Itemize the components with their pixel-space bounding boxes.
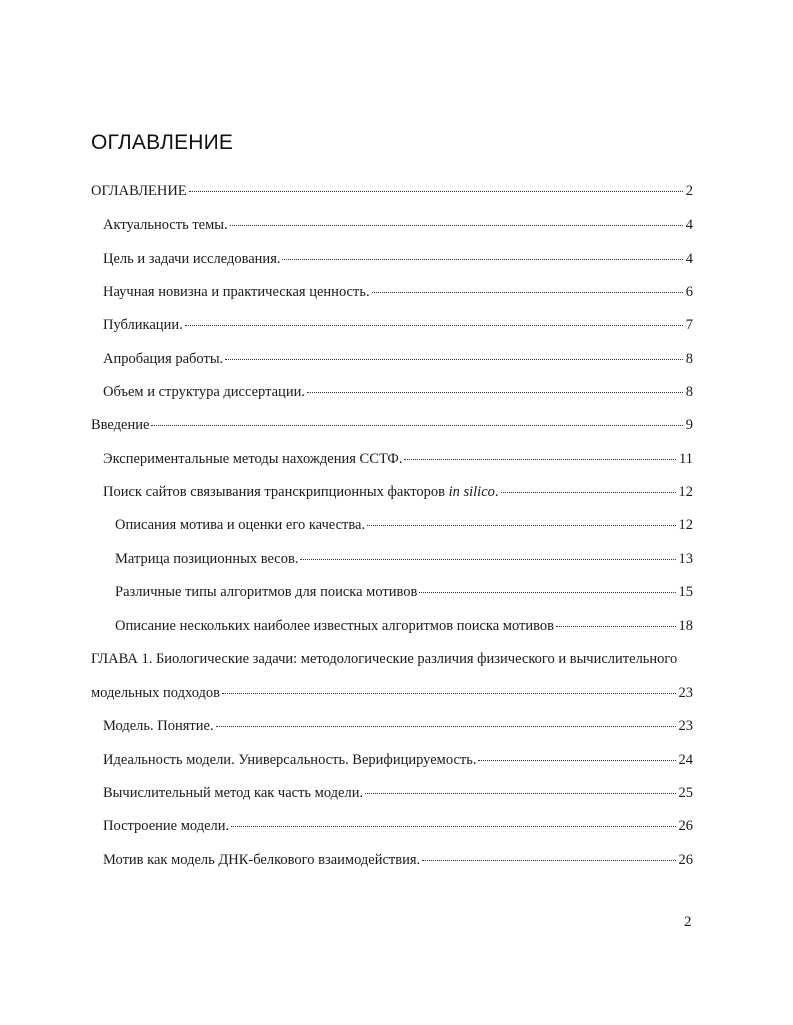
- toc-entry-page: 18: [678, 618, 693, 634]
- toc-entry[interactable]: [103, 483, 693, 501]
- toc-entry-label: Построение модели.: [103, 818, 230, 834]
- toc-entry-label: Описания мотива и оценки его качества.: [115, 517, 366, 533]
- toc-entry-label-italic: in silico: [448, 484, 495, 500]
- toc-entry-label: Мотив как модель ДНК-белкового взаимодействия.: [103, 852, 421, 868]
- toc-entry-page: 23: [678, 685, 693, 701]
- dot-leader: [189, 191, 683, 192]
- toc-entry[interactable]: [103, 250, 693, 268]
- toc-entry[interactable]: [103, 851, 693, 869]
- dot-leader: [230, 225, 683, 226]
- toc-entry[interactable]: [103, 817, 693, 835]
- toc-entry-label-text: Поиск сайтов связывания транскрипционных факторов: [103, 484, 449, 500]
- toc-entry-page: 12: [678, 484, 693, 500]
- toc-entry-label: Идеальность модели. Универсальность. Верифицируемость.: [103, 752, 477, 768]
- toc-entry-label: Актуальность темы.: [103, 217, 228, 233]
- toc-entry[interactable]: [91, 684, 693, 702]
- toc-entry[interactable]: [103, 350, 693, 368]
- toc-entry-first-line[interactable]: ГЛАВА 1. Биологические задачи: методологические различия физического и вычислительного: [91, 651, 678, 667]
- toc-entry-page: 23: [678, 718, 693, 734]
- page-number: 2: [684, 914, 692, 930]
- toc-entry-label: [103, 483, 499, 501]
- toc-entry-page: 24: [678, 752, 693, 768]
- toc-entry-label: Модель. Понятие.: [103, 718, 214, 734]
- toc-entry[interactable]: [115, 550, 693, 568]
- toc-entry-page: 8: [685, 384, 693, 400]
- toc-entry-page: 4: [685, 251, 693, 267]
- toc-entry-label: Апробация работы.: [103, 351, 224, 367]
- toc-entry-page: 25: [678, 785, 693, 801]
- toc-entry-label: Объем и структура диссертации.: [103, 384, 305, 400]
- toc-entry-label: Матрица позиционных весов.: [115, 551, 299, 567]
- dot-leader: [422, 860, 675, 861]
- dot-leader: [478, 760, 675, 761]
- toc-entry[interactable]: [103, 751, 693, 769]
- page-title: ОГЛАВЛЕНИЕ: [91, 131, 234, 154]
- dot-leader: [556, 626, 676, 627]
- toc-entry-page: 9: [685, 417, 693, 433]
- dot-leader: [307, 392, 683, 393]
- dot-leader: [222, 693, 675, 694]
- toc-entry-label: ОГЛАВЛЕНИЕ: [91, 183, 187, 199]
- toc-entry-label: модельных подходов: [91, 685, 221, 701]
- dot-leader: [365, 793, 675, 794]
- toc-entry-page: 26: [678, 852, 693, 868]
- toc-entry-label: Описание нескольких наиболее известных алгоритмов поиска мотивов: [115, 618, 554, 634]
- dot-leader: [151, 425, 682, 426]
- toc-entry-label: Цель и задачи исследования.: [103, 251, 281, 267]
- toc-entry[interactable]: [103, 216, 693, 234]
- dot-leader: [231, 826, 675, 827]
- dot-leader: [300, 559, 675, 560]
- toc-entry-page: 13: [678, 551, 693, 567]
- dot-leader: [501, 492, 676, 493]
- toc-entry-label-suffix: .: [494, 484, 499, 500]
- dot-leader: [404, 459, 676, 460]
- toc-entry-page: 4: [685, 217, 693, 233]
- dot-leader: [372, 292, 683, 293]
- toc-entry-page: 8: [685, 351, 693, 367]
- toc-entry-page: 6: [685, 284, 693, 300]
- toc-entry-page: 12: [678, 517, 693, 533]
- toc-entry[interactable]: [103, 316, 693, 334]
- toc-entry[interactable]: [91, 416, 693, 434]
- toc-entry-label: Публикации.: [103, 317, 183, 333]
- toc-entry[interactable]: [103, 784, 693, 802]
- toc-entry[interactable]: [103, 717, 693, 735]
- dot-leader: [225, 359, 683, 360]
- toc-entry-page: 15: [678, 584, 693, 600]
- toc-entry-label: Научная новизна и практическая ценность.: [103, 284, 370, 300]
- toc-entry[interactable]: [115, 583, 693, 601]
- toc-entry[interactable]: [103, 383, 693, 401]
- toc-entry-page: 7: [685, 317, 693, 333]
- toc-entry-label: Экспериментальные методы нахождения ССТФ.: [103, 451, 403, 467]
- dot-leader: [282, 259, 682, 260]
- dot-leader: [185, 325, 683, 326]
- dot-leader: [419, 592, 675, 593]
- toc-entry[interactable]: [115, 617, 693, 635]
- toc-entry-label: Вычислительный метод как часть модели.: [103, 785, 364, 801]
- toc-entry[interactable]: [103, 283, 693, 301]
- toc-entry-page: 26: [678, 818, 693, 834]
- dot-leader: [367, 525, 675, 526]
- toc-entry-label: Введение: [91, 417, 150, 433]
- toc-entry[interactable]: [115, 516, 693, 534]
- toc-entry-page: 11: [679, 451, 693, 467]
- toc-entry-page: 2: [685, 183, 693, 199]
- dot-leader: [216, 726, 676, 727]
- toc-entry[interactable]: [91, 182, 693, 200]
- toc-entry[interactable]: [103, 450, 693, 468]
- toc-entry-label: Различные типы алгоритмов для поиска мотивов: [115, 584, 418, 600]
